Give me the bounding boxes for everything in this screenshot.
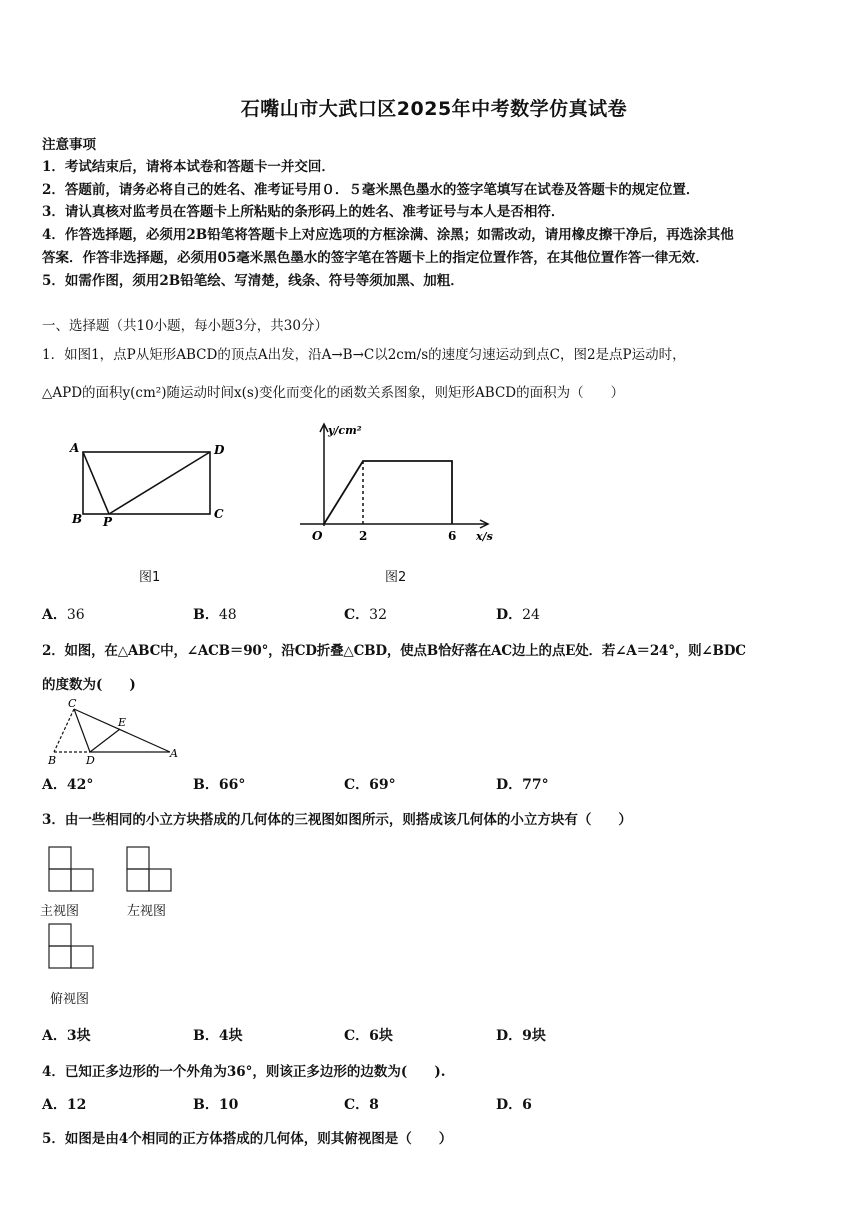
q3-option-d: D．9块 <box>496 1028 546 1044</box>
q4-stem: 4．已知正多边形的一个外角为36°，则该正多边形的边数为( ). <box>42 1064 446 1080</box>
q1-figure-1-caption: 图1 <box>139 570 161 585</box>
q2-label-e: E <box>118 716 127 729</box>
q2-figure <box>40 696 190 768</box>
fig2-origin: O <box>312 529 323 543</box>
q1-option-d: D．24 <box>496 607 540 623</box>
q2-stem-line2: 的度数为( ) <box>42 677 136 693</box>
q2-option-b: B．66° <box>193 777 246 793</box>
q3-option-b: B．4块 <box>193 1028 243 1044</box>
notice-heading: 注意事项 <box>42 137 96 153</box>
fig1-label-b: B <box>72 512 83 526</box>
q2-option-d: D．77° <box>496 777 549 793</box>
page-title: 石嘴山市大武口区2025年中考数学仿真试卷 <box>240 98 628 120</box>
q4-option-a: A．12 <box>42 1097 87 1113</box>
q1-figure-2 <box>290 418 500 548</box>
notice-item: 2．答题前，请务必将自己的姓名、准考证号用０．５毫米黑色墨水的签字笔填写在试卷及答题卡的规定位置． <box>42 182 700 198</box>
q2-label-b: B <box>48 754 57 767</box>
fig2-tick-6: 6 <box>448 529 457 543</box>
q4-option-b: B．10 <box>193 1097 239 1113</box>
section-heading: 一、选择题（共10小题，每小题3分，共30分） <box>42 318 328 334</box>
q2-option-a: A．42° <box>42 777 94 793</box>
fig2-x-label: x/s <box>476 530 493 543</box>
q1-stem-line1: 1．如图1，点P从矩形ABCD的顶点A出发，沿A→B→C以2cm/s的速度匀速运动到点C，图2是点P运动时， <box>42 347 686 363</box>
q2-label-d: D <box>86 754 95 767</box>
q3-left-view-caption: 左视图 <box>127 904 167 919</box>
fig2-y-label: y/cm² <box>328 424 362 437</box>
q3-stem: 3．由一些相同的小立方块搭成的几何体的三视图如图所示，则搭成该几何体的小立方块有（ ） <box>42 812 632 828</box>
q3-left-view <box>125 845 175 895</box>
notice-item: 答案．作答非选择题，必须用05毫米黑色墨水的签字笔在答题卡上的指定位置作答，在其他位置作答一律无效． <box>42 250 709 266</box>
q2-option-c: C．69° <box>344 777 396 793</box>
q4-option-c: C．8 <box>344 1097 379 1113</box>
fig2-tick-2: 2 <box>359 529 368 543</box>
notice-item: 3．请认真核对监考员在答题卡上所粘贴的条形码上的姓名、准考证号与本人是否相符． <box>42 204 565 220</box>
segment-cb-dashed <box>54 709 74 752</box>
q2-label-c: C <box>68 697 77 710</box>
notice-item: 5．如需作图，须用2B铅笔绘、写清楚，线条、符号等须加黑、加粗． <box>42 273 464 289</box>
fig1-label-d: D <box>214 443 225 457</box>
notice-item: 4．作答选择题，必须用2B铅笔将答题卡上对应选项的方框涂满、涂黑；如需改动，请用橡皮擦干净后，再选涂其他 <box>42 227 734 243</box>
segment-de <box>90 729 120 752</box>
segment-ap <box>83 452 109 514</box>
fig1-label-a: A <box>70 441 80 455</box>
q2-stem-line1: 2．如图，在△ABC中，∠ACB＝90°，沿CD折叠△CBD，使点B恰好落在AC边上的点E处．若∠A＝24°，则∠BDC <box>42 643 746 659</box>
q1-stem-line2: △APD的面积y(cm²)随运动时间x(s)变化而变化的函数关系图象，则矩形ABCD的面积为（ ） <box>42 385 625 401</box>
q4-option-d: D．6 <box>496 1097 532 1113</box>
fig1-label-c: C <box>214 507 224 521</box>
q5-stem: 5．如图是由4个相同的正方体搭成的几何体，则其俯视图是（ ） <box>42 1131 453 1147</box>
q3-front-view <box>47 845 97 895</box>
fig1-label-p: P <box>103 515 113 529</box>
segment-pd <box>109 452 210 514</box>
q1-figure-2-caption: 图2 <box>385 570 407 585</box>
notice-item: 1．考试结束后，请将本试卷和答题卡一并交回． <box>42 159 335 175</box>
q3-front-view-caption: 主视图 <box>40 904 80 919</box>
q3-top-view-caption: 俯视图 <box>50 992 90 1007</box>
rectangle-abcd <box>83 452 210 514</box>
q1-figure-1 <box>60 430 240 540</box>
q3-option-a: A．3块 <box>42 1028 91 1044</box>
q1-option-a: A．36 <box>42 607 85 623</box>
q1-option-c: C．32 <box>344 607 387 623</box>
graph-line <box>324 461 452 524</box>
q3-option-c: C．6块 <box>344 1028 393 1044</box>
q1-option-b: B．48 <box>193 607 237 623</box>
q2-label-a: A <box>170 747 178 760</box>
q3-top-view <box>47 922 97 972</box>
